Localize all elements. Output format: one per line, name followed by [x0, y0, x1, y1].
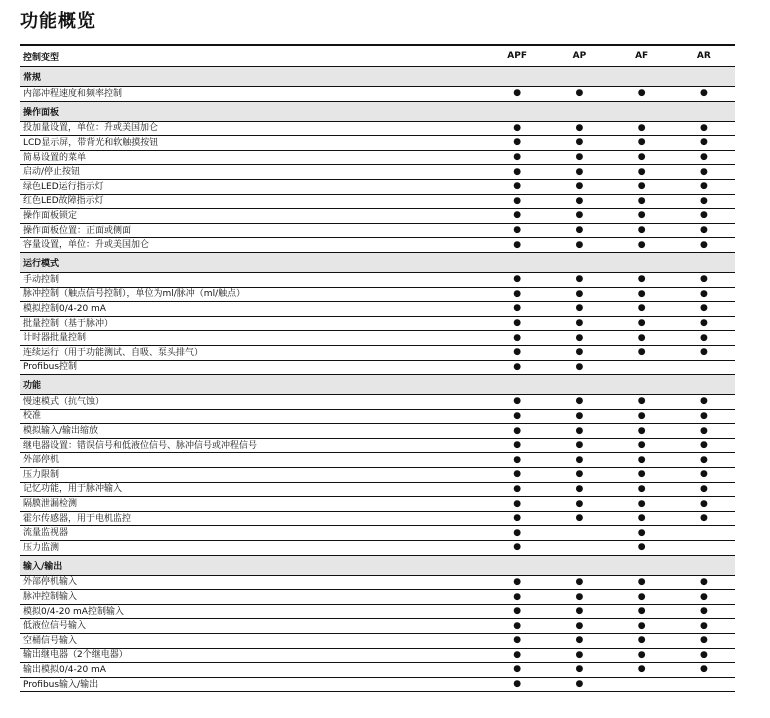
- table-header-row: [20, 46, 735, 67]
- feature-dot-icon: ●: [513, 513, 522, 524]
- feature-dot-icon: ●: [699, 166, 708, 177]
- feature-label: 脉冲控制输入: [23, 592, 78, 603]
- feature-dot-icon: ●: [575, 679, 584, 690]
- feature-dot-icon: ●: [637, 576, 646, 587]
- feature-dot-icon: ●: [513, 410, 522, 421]
- feature-dot-icon: ●: [699, 469, 708, 480]
- feature-dot-icon: ●: [513, 440, 522, 451]
- feature-dot-icon: ●: [699, 620, 708, 631]
- feature-dot-icon: ●: [513, 274, 522, 285]
- feature-dot-icon: ●: [513, 591, 522, 602]
- section-title: 输入/输出: [23, 561, 63, 572]
- feature-dot-icon: ●: [513, 122, 522, 133]
- feature-dot-icon: ●: [699, 440, 708, 451]
- feature-dot-icon: ●: [513, 88, 522, 99]
- table-row: [20, 317, 735, 332]
- feature-dot-icon: ●: [637, 303, 646, 314]
- feature-dot-icon: ●: [575, 513, 584, 524]
- feature-dot-icon: ●: [575, 347, 584, 358]
- feature-dot-icon: ●: [575, 303, 584, 314]
- feature-dot-icon: ●: [575, 591, 584, 602]
- table-row: [20, 619, 735, 634]
- feature-label: 红色LED故障指示灯: [23, 196, 104, 207]
- feature-dot-icon: ●: [637, 591, 646, 602]
- feature-dot-icon: ●: [513, 483, 522, 494]
- section-title: 常规: [23, 73, 42, 83]
- feature-dot-icon: ●: [637, 649, 646, 660]
- feature-dot-icon: ●: [637, 469, 646, 480]
- feature-dot-icon: ●: [575, 635, 584, 646]
- feature-dot-icon: ●: [699, 152, 708, 163]
- feature-dot-icon: ●: [513, 210, 522, 221]
- page-title: 功能概览: [20, 11, 96, 32]
- table-row: [20, 497, 735, 512]
- table-row: [20, 224, 735, 239]
- feature-label: 启动/停止按钮: [23, 167, 81, 178]
- feature-dot-icon: ●: [637, 606, 646, 617]
- feature-label: 计时器批量控制: [23, 333, 87, 344]
- feature-dot-icon: ●: [575, 440, 584, 451]
- feature-dot-icon: ●: [575, 166, 584, 177]
- feature-dot-icon: ●: [575, 181, 584, 192]
- feature-dot-icon: ●: [513, 454, 522, 465]
- feature-label: 霍尔传感器，用于电机监控: [23, 513, 132, 524]
- feature-dot-icon: ●: [637, 635, 646, 646]
- table-row: [20, 576, 735, 591]
- feature-label: 压力监测: [23, 542, 60, 553]
- feature-label: 记忆功能，用于脉冲输入: [23, 484, 123, 495]
- column-header-af: AF: [635, 50, 649, 61]
- feature-dot-icon: ●: [513, 137, 522, 148]
- feature-table: [20, 44, 735, 692]
- feature-label: 手动控制: [23, 274, 60, 285]
- table-row: [20, 238, 735, 253]
- table-row: [20, 439, 735, 454]
- table-row: [20, 346, 735, 361]
- feature-dot-icon: ●: [699, 454, 708, 465]
- table-row: [20, 590, 735, 605]
- feature-dot-icon: ●: [637, 498, 646, 509]
- table-row: [20, 526, 735, 541]
- table-row: [20, 634, 735, 649]
- feature-dot-icon: ●: [513, 332, 522, 343]
- feature-dot-icon: ●: [637, 225, 646, 236]
- feature-dot-icon: ●: [637, 195, 646, 206]
- feature-dot-icon: ●: [699, 396, 708, 407]
- feature-dot-icon: ●: [513, 425, 522, 436]
- feature-label: 容量设置，单位：升或美国加仑: [23, 240, 150, 251]
- feature-dot-icon: ●: [513, 347, 522, 358]
- feature-dot-icon: ●: [637, 88, 646, 99]
- feature-label: 空桶信号输入: [23, 635, 78, 646]
- feature-dot-icon: ●: [575, 576, 584, 587]
- table-row: [20, 483, 735, 498]
- feature-label: 流量监视器: [23, 528, 69, 539]
- feature-dot-icon: ●: [575, 396, 584, 407]
- table-row: [20, 649, 735, 664]
- feature-label: 绿色LED运行指示灯: [23, 181, 104, 192]
- feature-label: 继电器设置：错误信号和低液位信号、脉冲信号或冲程信号: [23, 440, 258, 451]
- feature-dot-icon: ●: [513, 361, 522, 372]
- feature-dot-icon: ●: [637, 454, 646, 465]
- feature-dot-icon: ●: [699, 410, 708, 421]
- feature-dot-icon: ●: [513, 195, 522, 206]
- feature-dot-icon: ●: [637, 483, 646, 494]
- feature-dot-icon: ●: [575, 274, 584, 285]
- feature-dot-icon: ●: [699, 181, 708, 192]
- feature-dot-icon: ●: [513, 181, 522, 192]
- feature-dot-icon: ●: [575, 332, 584, 343]
- feature-dot-icon: ●: [575, 88, 584, 99]
- table-row: [20, 663, 735, 678]
- section-header-row: [20, 556, 735, 576]
- section-header-row: [20, 253, 735, 273]
- feature-dot-icon: ●: [699, 318, 708, 329]
- feature-dot-icon: ●: [699, 347, 708, 358]
- feature-dot-icon: ●: [637, 239, 646, 250]
- feature-dot-icon: ●: [637, 513, 646, 524]
- feature-dot-icon: ●: [575, 137, 584, 148]
- feature-dot-icon: ●: [575, 410, 584, 421]
- feature-dot-icon: ●: [575, 195, 584, 206]
- feature-dot-icon: ●: [699, 635, 708, 646]
- feature-label: 隔膜泄漏检测: [23, 499, 78, 510]
- section-title: 操作面板: [23, 107, 60, 118]
- feature-label: 压力限制: [23, 469, 60, 480]
- feature-dot-icon: ●: [637, 137, 646, 148]
- feature-dot-icon: ●: [637, 288, 646, 299]
- feature-dot-icon: ●: [699, 303, 708, 314]
- feature-label: 连续运行（用于功能测试、自吸、泵头排气）: [23, 347, 204, 358]
- feature-label: 简易设置的菜单: [23, 152, 87, 163]
- column-header-apf: APF: [507, 50, 528, 61]
- table-row: [20, 288, 735, 303]
- feature-dot-icon: ●: [637, 274, 646, 285]
- feature-label: 输出继电器（2个继电器）: [23, 650, 128, 661]
- feature-dot-icon: ●: [575, 454, 584, 465]
- table-row: [20, 87, 735, 102]
- table-row: [20, 331, 735, 346]
- feature-dot-icon: ●: [637, 152, 646, 163]
- feature-dot-icon: ●: [575, 288, 584, 299]
- feature-label: 慢速模式（抗气蚀）: [23, 396, 105, 407]
- feature-dot-icon: ●: [513, 576, 522, 587]
- feature-dot-icon: ●: [699, 210, 708, 221]
- table-row: [20, 453, 735, 468]
- feature-dot-icon: ●: [575, 425, 584, 436]
- feature-dot-icon: ●: [575, 664, 584, 675]
- table-row: [20, 512, 735, 527]
- feature-dot-icon: ●: [575, 210, 584, 221]
- feature-dot-icon: ●: [699, 137, 708, 148]
- feature-dot-icon: ●: [637, 425, 646, 436]
- feature-dot-icon: ●: [513, 620, 522, 631]
- feature-dot-icon: ●: [637, 396, 646, 407]
- feature-dot-icon: ●: [637, 122, 646, 133]
- table-row: [20, 209, 735, 224]
- table-row: [20, 468, 735, 483]
- feature-dot-icon: ●: [575, 361, 584, 372]
- feature-label: 内部冲程速度和频率控制: [23, 88, 123, 99]
- feature-dot-icon: ●: [699, 225, 708, 236]
- feature-label: 操作面板位置：正面或侧面: [23, 225, 132, 236]
- feature-dot-icon: ●: [513, 288, 522, 299]
- feature-dot-icon: ●: [637, 440, 646, 451]
- feature-dot-icon: ●: [699, 498, 708, 509]
- table-row: [20, 361, 735, 376]
- feature-dot-icon: ●: [637, 527, 646, 538]
- feature-dot-icon: ●: [513, 152, 522, 163]
- header-label: 控制变型: [23, 52, 60, 63]
- feature-dot-icon: ●: [575, 620, 584, 631]
- feature-dot-icon: ●: [699, 288, 708, 299]
- feature-dot-icon: ●: [637, 542, 646, 553]
- feature-dot-icon: ●: [575, 469, 584, 480]
- feature-dot-icon: ●: [513, 498, 522, 509]
- section-title: 功能: [23, 381, 42, 392]
- feature-dot-icon: ●: [699, 591, 708, 602]
- feature-dot-icon: ●: [637, 620, 646, 631]
- feature-dot-icon: ●: [637, 332, 646, 343]
- feature-dot-icon: ●: [699, 239, 708, 250]
- feature-dot-icon: ●: [575, 606, 584, 617]
- feature-dot-icon: ●: [699, 425, 708, 436]
- feature-dot-icon: ●: [699, 664, 708, 675]
- feature-dot-icon: ●: [699, 122, 708, 133]
- feature-dot-icon: ●: [513, 396, 522, 407]
- feature-label: 脉冲控制（触点信号控制），单位为ml/脉冲（ml/触点）: [23, 289, 246, 300]
- table-row: [20, 605, 735, 620]
- feature-dot-icon: ●: [575, 225, 584, 236]
- table-row: [20, 302, 735, 317]
- feature-dot-icon: ●: [699, 195, 708, 206]
- feature-label: 外部停机: [23, 455, 60, 466]
- feature-dot-icon: ●: [513, 635, 522, 646]
- table-row: [20, 165, 735, 180]
- feature-dot-icon: ●: [513, 679, 522, 690]
- feature-label: 低液位信号输入: [23, 621, 87, 632]
- feature-dot-icon: ●: [637, 181, 646, 192]
- table-row: [20, 122, 735, 137]
- feature-label: LCD显示屏，带背光和软触摸按钮: [23, 137, 159, 148]
- feature-label: 模拟控制0/4-20 mA: [23, 303, 106, 314]
- section-header-row: [20, 375, 735, 395]
- section-header-row: [20, 102, 735, 122]
- feature-dot-icon: ●: [513, 542, 522, 553]
- feature-dot-icon: ●: [637, 166, 646, 177]
- table-row: [20, 424, 735, 439]
- table-row: [20, 273, 735, 288]
- feature-dot-icon: ●: [637, 664, 646, 675]
- feature-label: 操作面板锁定: [23, 210, 78, 221]
- feature-dot-icon: ●: [699, 576, 708, 587]
- table-row: [20, 180, 735, 195]
- feature-dot-icon: ●: [637, 210, 646, 221]
- table-row: [20, 678, 735, 693]
- feature-dot-icon: ●: [699, 274, 708, 285]
- feature-label: 校准: [23, 411, 42, 422]
- feature-dot-icon: ●: [575, 483, 584, 494]
- table-row: [20, 395, 735, 410]
- section-header-row: [20, 67, 735, 87]
- column-header-ap: AP: [572, 50, 587, 61]
- table-row: [20, 541, 735, 556]
- feature-dot-icon: ●: [513, 606, 522, 617]
- feature-dot-icon: ●: [575, 152, 584, 163]
- table-row: [20, 410, 735, 425]
- feature-label: 投加量设置，单位：升或美国加仑: [23, 123, 159, 134]
- table-row: [20, 195, 735, 210]
- feature-dot-icon: ●: [513, 469, 522, 480]
- feature-dot-icon: ●: [513, 225, 522, 236]
- feature-dot-icon: ●: [575, 498, 584, 509]
- feature-dot-icon: ●: [575, 239, 584, 250]
- feature-dot-icon: ●: [575, 649, 584, 660]
- feature-dot-icon: ●: [575, 122, 584, 133]
- feature-label: 输出模拟0/4-20 mA: [23, 664, 106, 675]
- feature-label: Profibus控制: [23, 362, 78, 373]
- feature-dot-icon: ●: [513, 664, 522, 675]
- feature-dot-icon: ●: [699, 332, 708, 343]
- feature-dot-icon: ●: [699, 649, 708, 660]
- feature-label: 模拟输入/输出缩放: [23, 426, 99, 437]
- feature-dot-icon: ●: [513, 649, 522, 660]
- feature-dot-icon: ●: [513, 527, 522, 538]
- feature-dot-icon: ●: [637, 318, 646, 329]
- feature-dot-icon: ●: [699, 513, 708, 524]
- feature-label: 模拟0/4-20 mA控制输入: [23, 606, 124, 617]
- feature-dot-icon: ●: [637, 410, 646, 421]
- table-row: [20, 136, 735, 151]
- feature-dot-icon: ●: [513, 166, 522, 177]
- feature-dot-icon: ●: [699, 88, 708, 99]
- section-title: 运行模式: [23, 258, 60, 269]
- feature-dot-icon: ●: [699, 606, 708, 617]
- feature-dot-icon: ●: [513, 239, 522, 250]
- feature-dot-icon: ●: [513, 303, 522, 314]
- feature-dot-icon: ●: [637, 347, 646, 358]
- feature-label: Profibus输入/输出: [23, 679, 99, 690]
- feature-label: 批量控制（基于脉冲）: [23, 318, 114, 329]
- feature-dot-icon: ●: [699, 483, 708, 494]
- column-header-ar: AR: [696, 50, 711, 61]
- table-row: [20, 151, 735, 166]
- feature-label: 外部停机输入: [23, 577, 78, 588]
- feature-dot-icon: ●: [513, 318, 522, 329]
- feature-dot-icon: ●: [575, 318, 584, 329]
- table-body: [20, 67, 735, 692]
